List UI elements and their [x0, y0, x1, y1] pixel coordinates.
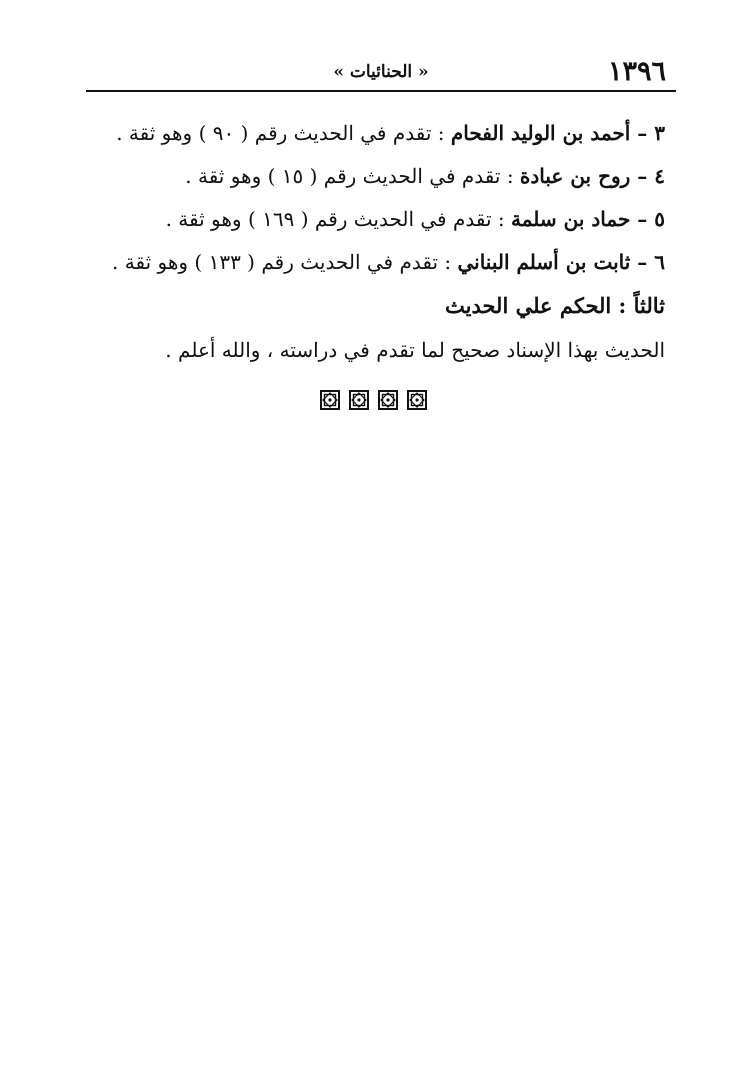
main-text [112, 112, 665, 372]
entry-number: ٤ [654, 164, 665, 188]
ornament-row [320, 390, 440, 414]
narrator-entry: ٥ – حماد بن سلمة : تقدم في الحديث رقم ( ١٦٩ ) وهو ثقة . [165, 207, 665, 231]
narrator-entry: ٦ – ثابت بن أسلم البناني : تقدم في الحديث رقم ( ١٣٣ ) وهو ثقة . [112, 250, 665, 274]
header-rule [86, 90, 676, 92]
page-header [86, 56, 676, 92]
page-number: ١٣٩٦ [607, 56, 666, 87]
ornament-square-icon [378, 390, 398, 410]
narrator-note: : تقدم في الحديث رقم ( ١٥ ) وهو ثقة . [185, 164, 514, 188]
narrator-entry: ٣ – أحمد بن الوليد الفحام : تقدم في الحديث رقم ( ٩٠ ) وهو ثقة . [116, 121, 665, 145]
narrator-name: روح بن عبادة [519, 164, 631, 188]
narrator-entry: ٤ – روح بن عبادة : تقدم في الحديث رقم ( ١٥ ) وهو ثقة . [185, 164, 665, 188]
hadith-ruling: الحديث بهذا الإسناد صحيح لما تقدم في دراسته ، والله أعلم . [165, 338, 665, 362]
narrator-name: ثابت بن أسلم البناني [457, 250, 631, 274]
entry-number: ٥ [654, 207, 665, 231]
narrator-name: حماد بن سلمة [511, 207, 631, 231]
narrator-note: : تقدم في الحديث رقم ( ٩٠ ) وهو ثقة . [116, 121, 445, 145]
entry-number: ٦ [654, 250, 665, 274]
narrator-note: : تقدم في الحديث رقم ( ١٣٣ ) وهو ثقة . [112, 250, 452, 274]
ornament-square-icon [320, 390, 340, 410]
section-heading: ثالثاً : الحكم علي الحديث [445, 293, 665, 318]
narrator-note: : تقدم في الحديث رقم ( ١٦٩ ) وهو ثقة . [165, 207, 505, 231]
ornament-square-icon [349, 390, 369, 410]
running-title: « الحنائيات » [333, 62, 429, 82]
entry-number: ٣ [654, 121, 665, 145]
ornament-square-icon [407, 390, 427, 410]
narrator-name: أحمد بن الوليد الفحام [450, 121, 631, 145]
